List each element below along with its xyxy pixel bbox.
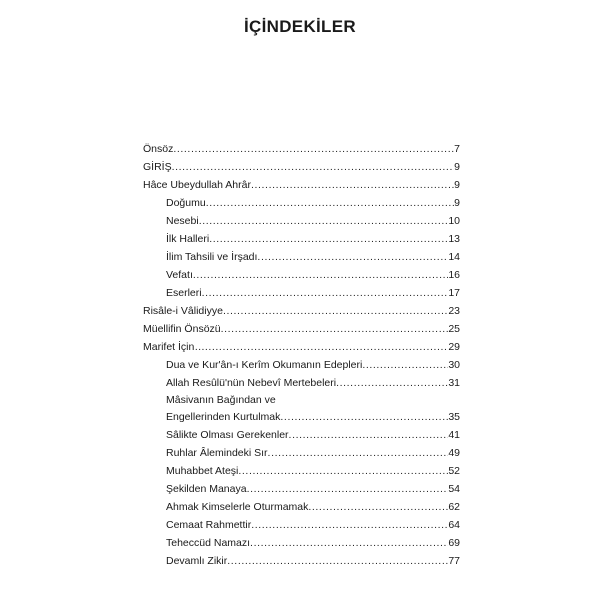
- dot-leader: [247, 482, 449, 496]
- dot-leader: [308, 500, 448, 514]
- toc-entry-page: 35: [448, 411, 460, 423]
- toc-entry-page: 29: [448, 341, 460, 353]
- toc-entry-label: Ruhlar Âlemindeki Sır: [166, 447, 268, 459]
- dot-leader: [251, 178, 454, 192]
- toc-entry-page: 30: [448, 359, 460, 371]
- dot-leader: [336, 376, 448, 390]
- dot-leader: [251, 518, 448, 532]
- toc-entry: [166, 410, 460, 424]
- dot-leader: [268, 446, 449, 460]
- toc-entry: [166, 554, 460, 568]
- toc-entry: [166, 482, 460, 496]
- toc-entry-page: 9: [454, 161, 460, 173]
- toc-entry-label: Marifet İçin…: [143, 341, 205, 353]
- toc-entry-label: Müellifin Önsözü: [143, 323, 221, 335]
- toc-entry: [166, 196, 460, 210]
- toc-entry: [166, 446, 460, 460]
- toc-entry-label: Allah Resûlü'nün Nebevî Mertebeleri: [166, 377, 337, 389]
- toc-entry-label: Önsöz: [143, 143, 174, 155]
- toc-entry-page: 25: [448, 323, 460, 335]
- dot-leader: [205, 340, 448, 354]
- toc-entry-label: Doğumu: [166, 197, 206, 209]
- toc-entry: [166, 536, 460, 550]
- toc-entry-label: Devamlı Zikir: [166, 555, 228, 567]
- toc-entry-page: 41: [448, 429, 460, 441]
- toc-entry-page: 64: [448, 519, 460, 531]
- toc-entry-page: 62: [448, 501, 460, 513]
- dot-leader: [221, 322, 449, 336]
- dot-leader: [280, 410, 448, 424]
- toc-entry: [166, 376, 460, 390]
- toc-entry-page: 17: [448, 287, 460, 299]
- toc-entry-label: GİRİŞ: [143, 161, 172, 173]
- dot-leader: [362, 358, 448, 372]
- dot-leader: [172, 160, 455, 174]
- toc-entry-page: 9: [454, 197, 460, 209]
- dot-leader: [209, 232, 448, 246]
- toc-entry: [166, 214, 460, 228]
- toc-entry: [143, 142, 460, 156]
- toc-entry: [166, 500, 460, 514]
- toc-entry: [143, 160, 460, 174]
- toc-entry-label: Şekilden Manaya: [166, 483, 247, 495]
- toc-entry-page: 14: [448, 251, 460, 263]
- toc-entry-page: 69: [448, 537, 460, 549]
- toc-entry-page: 13: [448, 233, 460, 245]
- toc-entry-page: 16: [448, 269, 460, 281]
- toc-entry-label: Vefatı: [166, 269, 193, 281]
- toc-entry-page: 9: [454, 179, 460, 191]
- toc-entry-page: 54: [448, 483, 460, 495]
- toc-entry-label: Ahmak Kimselerle Oturmamak: [166, 501, 309, 513]
- toc-entry-label: Teheccüd Namazı: [166, 537, 251, 549]
- toc-entry: [143, 304, 460, 318]
- toc-entry-label: Engellerinden Kurtulmak: [166, 411, 281, 423]
- dot-leader: [289, 428, 449, 442]
- page-title: İÇİNDEKİLER: [244, 17, 356, 36]
- toc-entry-label-line: Mâsivanın Bağından ve: [166, 394, 276, 406]
- toc-entry: [166, 268, 460, 282]
- toc-entry-label: Nesebi: [166, 215, 199, 227]
- toc-entry-label: Cemaat Rahmettir: [166, 519, 252, 531]
- toc-entry: [143, 322, 460, 336]
- dot-leader: [223, 304, 448, 318]
- toc-entry-label: Eserleri: [166, 287, 202, 299]
- toc-entry: [143, 340, 460, 354]
- dot-leader: [227, 554, 448, 568]
- toc-entry-page: 31: [448, 377, 460, 389]
- toc-entry-label: Risâle-i Vâlidiyye: [143, 305, 223, 317]
- dot-leader: [193, 268, 448, 282]
- toc-entry: [166, 250, 460, 264]
- toc-entry: [166, 518, 460, 532]
- dot-leader: [250, 536, 448, 550]
- toc-entry-label: Dua ve Kur'ân-ı Kerîm Okumanın Edepleri: [166, 359, 363, 371]
- dot-leader: [206, 196, 454, 210]
- toc-entry: [166, 464, 460, 478]
- toc-entry-page: 49: [448, 447, 460, 459]
- toc-entry: [166, 428, 460, 442]
- toc-entry-label: İlim Tahsili ve İrşadı: [166, 251, 258, 263]
- toc-entry-page: 7: [454, 143, 460, 155]
- toc-entry: [143, 178, 460, 192]
- dot-leader: [238, 464, 448, 478]
- toc-entry: [166, 286, 460, 300]
- dot-leader: [199, 214, 449, 228]
- toc-entry-page: 10: [448, 215, 460, 227]
- toc-entry-page: 23: [448, 305, 460, 317]
- toc-entry: [166, 232, 460, 246]
- toc-entry-label: Muhabbet Ateşi: [166, 465, 239, 477]
- toc-entry-label: Sâlikte Olması Gerekenler: [166, 429, 289, 441]
- dot-leader: [202, 286, 449, 300]
- dot-leader: [173, 142, 454, 156]
- toc-entry-page: 52: [448, 465, 460, 477]
- toc-entry: [166, 358, 460, 372]
- toc-entry-label: Hâce Ubeydullah Ahrâr: [143, 179, 251, 191]
- dot-leader: [257, 250, 448, 264]
- toc-entry-page: 77: [448, 555, 460, 567]
- toc-entry-label: İlk Halleri: [166, 233, 210, 245]
